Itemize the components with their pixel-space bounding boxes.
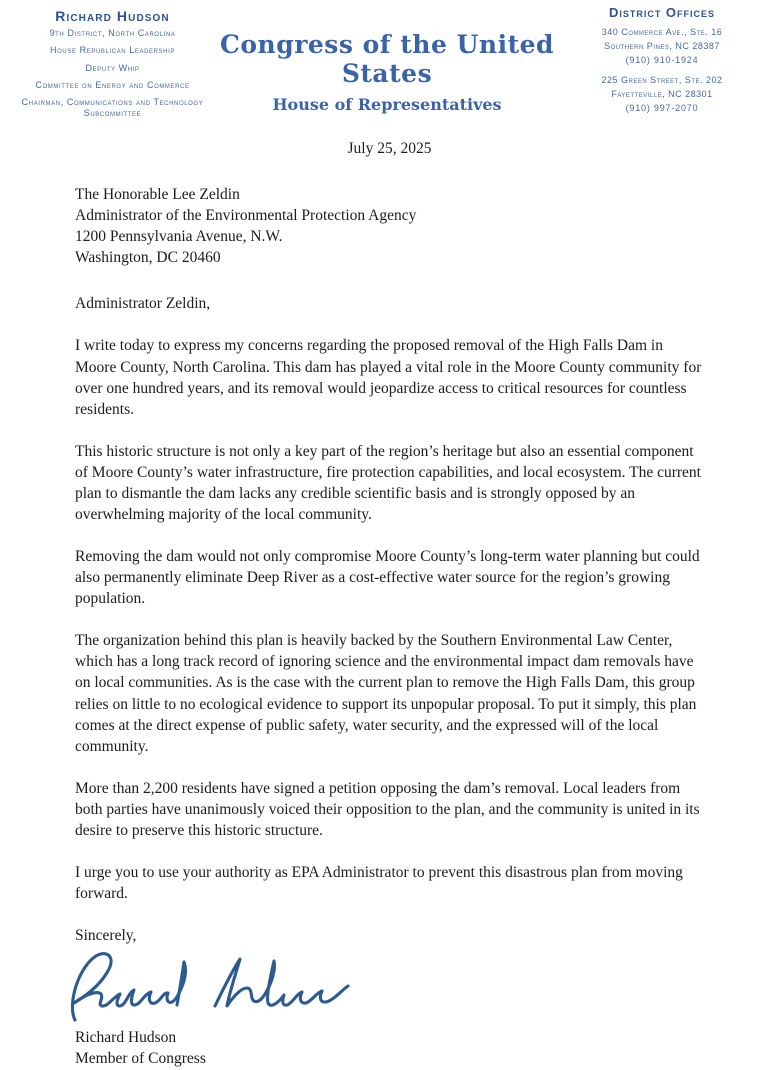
recipient-title: Administrator of the Environmental Protection Agency	[75, 207, 417, 225]
member-leadership: House Republican Leadership	[50, 45, 175, 56]
letter-date: July 25, 2025	[347, 140, 432, 157]
closing: Sincerely,	[75, 927, 137, 945]
office-address: 225 Green Street, Ste. 202	[601, 74, 723, 85]
district-office-2	[556, 74, 768, 116]
signer-title: Member of Congress	[75, 1050, 206, 1068]
body-paragraph: More than 2,200 residents have signed a petition opposing the dam’s removal. Local leaders from both parties have unanimously voiced their opposition to the plan, and the community is united in its desire to preserve this historic structure.	[75, 779, 700, 839]
masthead-subtitle: House of Representatives	[272, 95, 502, 114]
office-city: Southern Pines, NC 28387	[604, 40, 720, 51]
body-paragraph: This historic structure is not only a key part of the region’s heritage but also an essential component of Moore County’s water infrastructure, fire protection capabilities, and local ecosystem. The current plan to dismantle the dam lacks any credible scientific basis and is strongly opposed by an overwhelming majority of the local community.	[75, 442, 701, 524]
letterhead	[0, 0, 774, 119]
member-chairmanship: Chairman, Communications and Technology Subcommittee	[21, 97, 204, 119]
signature-svg	[63, 948, 373, 1024]
body-paragraph: I urge you to use your authority as EPA Administrator to prevent this disastrous plan from moving forward.	[75, 864, 683, 903]
body-paragraph: Removing the dam would not only compromise Moore County’s long-term water planning but could also permanently eliminate Deep River as a cost-effective water source for the region’s growing population.	[75, 548, 700, 608]
recipient-city: Washington, DC 20460	[75, 249, 221, 267]
body-paragraph: I write today to express my concerns regarding the proposed removal of the High Falls Dam in Moore County, North Carolina. This dam has played a vital role in the Moore County community for over one hundred years, and its removal would jeopardize access to critical resources for countless residents.	[75, 337, 702, 418]
member-committee: Committee on Energy and Commerce	[35, 79, 190, 90]
body-paragraph: The organization behind this plan is heavily backed by the Southern Environmental Law Center, which has a long track record of ignoring science and the environmental impact dam removals have on local communities. As is the case with the current plan to remove the High Falls Dam, this group relies on little to no ecological evidence to support its unpopular proposal. To put it simply, this plan comes at the direct expense of public safety, water security, and the expressed will of the local community.	[75, 632, 697, 755]
member-info-block	[10, 8, 215, 120]
office-city: Fayetteville, NC 28301	[611, 88, 713, 99]
signer-name: Richard Hudson	[75, 1029, 177, 1047]
masthead-title: Congress of the United States	[219, 30, 555, 88]
office-phone: (910) 910-1924	[625, 54, 699, 65]
signature-image	[75, 948, 704, 1024]
district-office-1	[556, 26, 768, 68]
office-address: 340 Commerce Ave., Ste. 16	[601, 27, 723, 37]
congress-masthead	[207, 30, 567, 114]
district-offices-heading: District Offices	[608, 5, 716, 20]
letter-body	[0, 138, 774, 1070]
member-district: 9th District, North Carolina	[49, 28, 176, 38]
salutation: Administrator Zeldin,	[75, 295, 211, 313]
member-name: Richard Hudson	[55, 8, 170, 24]
office-phone: (910) 997-2070	[625, 102, 699, 113]
recipient-address-block	[75, 184, 704, 268]
district-offices-block	[556, 5, 768, 116]
recipient-name: The Honorable Lee Zeldin	[75, 186, 240, 204]
member-whip: Deputy Whip	[85, 62, 140, 73]
signer-block	[75, 1028, 704, 1070]
recipient-street: 1200 Pennsylvania Avenue, N.W.	[75, 228, 283, 246]
